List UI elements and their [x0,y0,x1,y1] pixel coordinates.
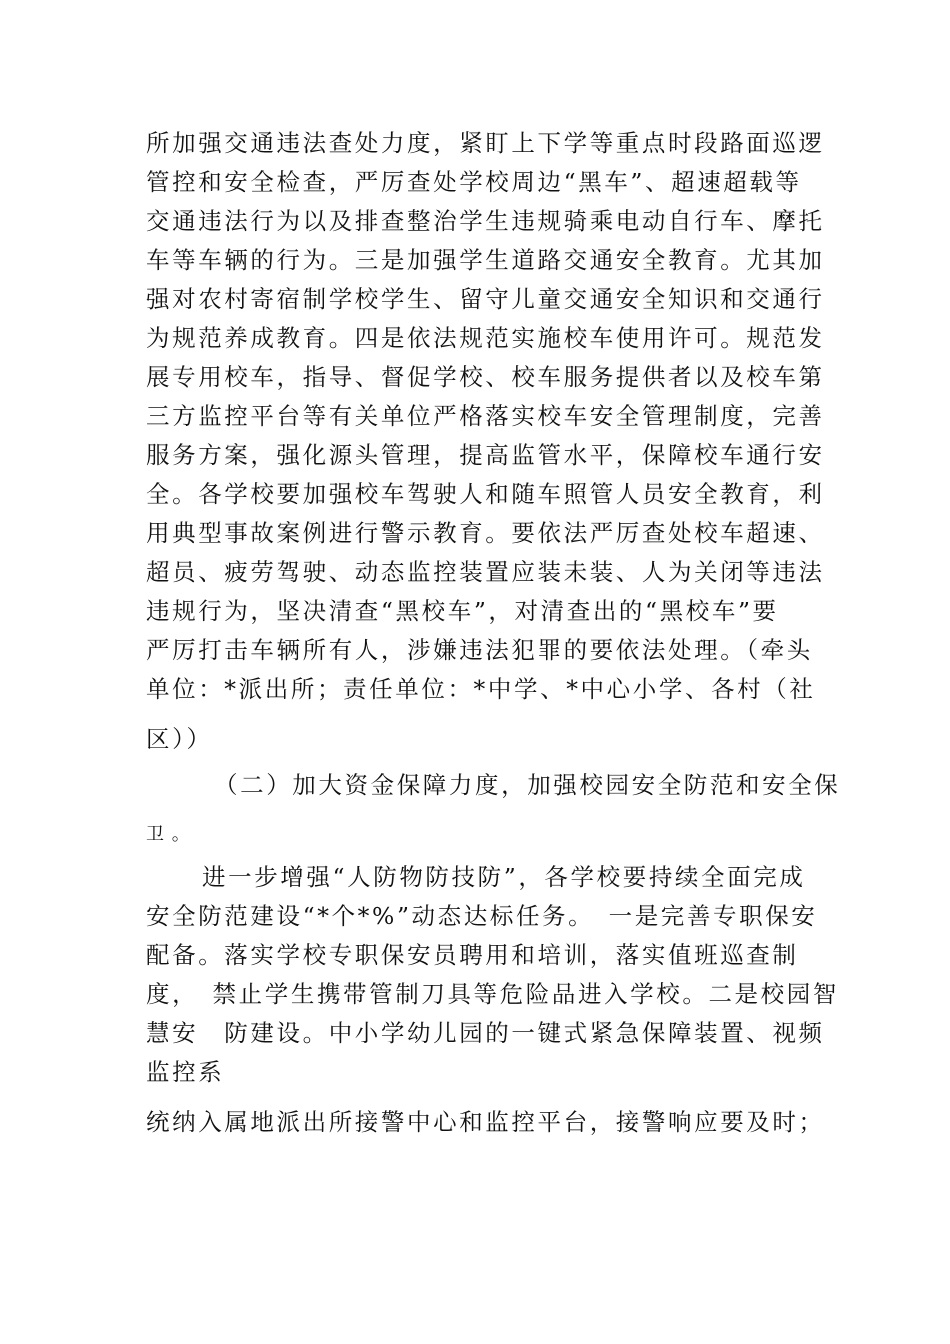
body-line: 慧安 防建设。中小学幼儿园的一键式紧急保障装置、视频 [146,1019,825,1047]
body-line: 车等车辆的行为。三是加强学生道路交通安全教育。尤其加 [146,246,825,274]
body-line: 度， 禁止学生携带管制刀具等危险品进入学校。二是校园智 [146,980,839,1008]
section-heading: （二）加大资金保障力度，加强校园安全防范和安全保 [214,771,841,799]
body-line: 超员、疲劳驾驶、动态监控装置应装未装、人为关闭等违法 [146,558,825,586]
body-line: 用典型事故案例进行警示教育。要依法严厉查处校车超速、 [146,519,825,547]
section-heading-continuation: 卫 。 [146,824,191,845]
body-line: 违规行为，坚决清查“黑校车”，对清查出的“黑校车”要 [146,597,779,625]
body-line: 强对农村寄宿制学校学生、留守儿童交通安全知识和交通行 [146,285,825,313]
body-line: 全。各学校要加强校车驾驶人和随车照管人员安全教育，利 [146,480,825,508]
body-line: 管控和安全检查，严厉查处学校周边“黑车”、超速超载等 [146,168,802,196]
body-line: 配备。落实学校专职保安员聘用和培训，落实值班巡查制 [146,941,799,969]
body-line: 统纳入属地派出所接警中心和监控平台，接警响应要及时； [146,1108,825,1136]
body-line: 安全防范建设“*个*%”动态达标任务。 一是完善专职保安 [146,902,818,930]
body-line: 监控系 [146,1058,225,1086]
body-line: 展专用校车，指导、督促学校、校车服务提供者以及校车第 [146,363,825,391]
body-line: 区）） [146,725,213,753]
body-line: 进一步增强“人防物防技防”，各学校要持续全面完成 [202,863,806,891]
body-line: 三方监控平台等有关单位严格落实校车安全管理制度，完善 [146,402,825,430]
body-line: 所加强交通违法查处力度，紧盯上下学等重点时段路面巡逻 [146,129,825,157]
body-line: 为规范养成教育。四是依法规范实施校车使用许可。规范发 [146,324,825,352]
body-line: 单位：*派出所；责任单位：*中学、*中心小学、各村（社 [146,675,816,703]
body-line: 服务方案，强化源头管理，提高监管水平，保障校车通行安 [146,441,825,469]
body-line: 交通违法行为以及排查整治学生违规骑乘电动自行车、摩托 [146,207,825,235]
body-line: 严厉打击车辆所有人，涉嫌违法犯罪的要依法处理。（牵头 [146,636,813,664]
